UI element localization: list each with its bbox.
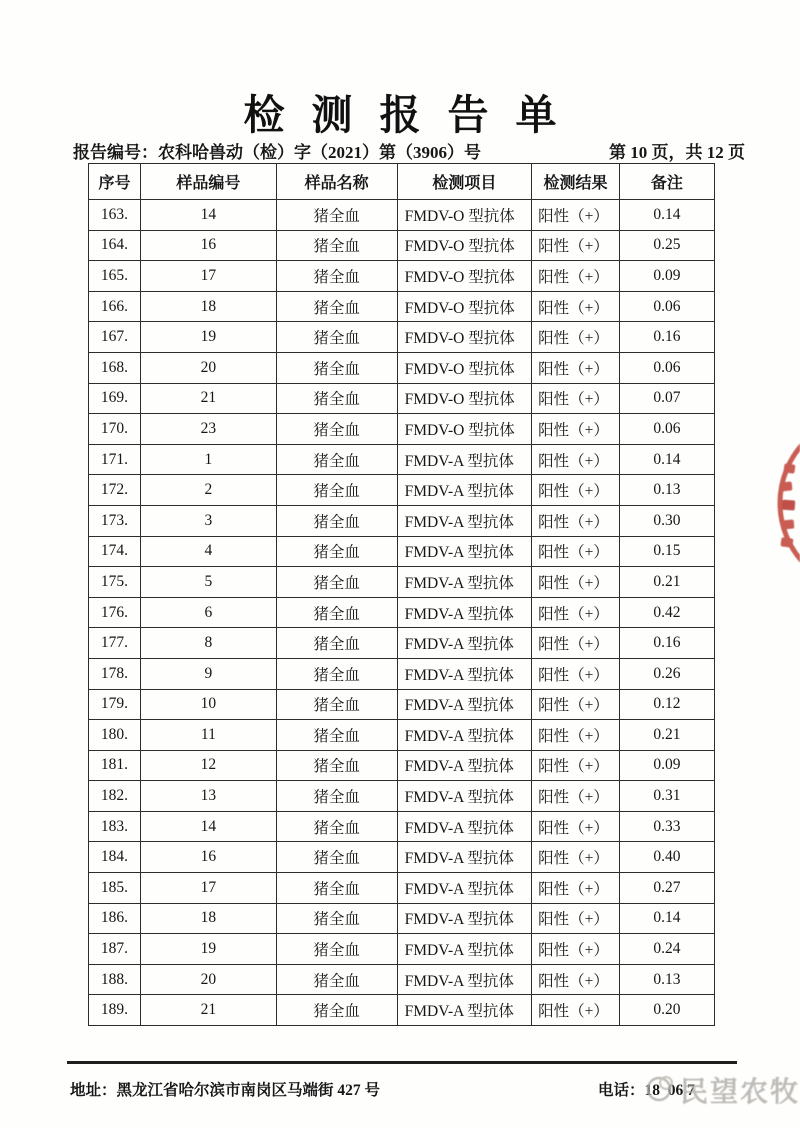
table-row: [89, 352, 715, 383]
cell-sample-no: 11: [140, 720, 276, 751]
cell-test-result: 阳性（+）: [532, 720, 620, 751]
cell-remark: 0.30: [619, 505, 714, 536]
footer-phone: [598, 1078, 695, 1100]
cell-sample-no: 23: [140, 414, 276, 445]
cell-sample-name: 猪全血: [276, 505, 397, 536]
report-meta: [73, 138, 745, 163]
cell-serial: 181.: [89, 750, 141, 781]
cell-sample-name: 猪全血: [276, 750, 397, 781]
cell-test-result: 阳性（+）: [532, 903, 620, 934]
cell-sample-no: 21: [140, 995, 276, 1026]
cell-remark: 0.09: [619, 261, 714, 292]
cell-test-result: 阳性（+）: [532, 291, 620, 322]
cell-remark: 0.25: [619, 230, 714, 261]
cell-serial: 188.: [89, 964, 141, 995]
table-row: [89, 873, 715, 904]
cell-sample-name: 猪全血: [276, 383, 397, 414]
cell-serial: 169.: [89, 383, 141, 414]
column-header: 样品编号: [140, 164, 276, 200]
table-row: [89, 628, 715, 659]
cell-remark: 0.27: [619, 873, 714, 904]
cell-sample-no: 17: [140, 873, 276, 904]
cell-test-result: 阳性（+）: [532, 628, 620, 659]
cell-remark: 0.07: [619, 383, 714, 414]
cell-serial: 174.: [89, 536, 141, 567]
cell-remark: 0.12: [619, 689, 714, 720]
table-row: [89, 505, 715, 536]
cell-sample-name: 猪全血: [276, 567, 397, 598]
cell-remark: 0.15: [619, 536, 714, 567]
table-row: [89, 230, 715, 261]
cell-test-item: FMDV-A 型抗体: [397, 842, 532, 873]
cell-serial: 180.: [89, 720, 141, 751]
cell-test-item: FMDV-A 型抗体: [397, 964, 532, 995]
table-row: [89, 261, 715, 292]
table-body: [89, 200, 715, 1026]
cell-sample-no: 18: [140, 291, 276, 322]
cell-sample-name: 猪全血: [276, 873, 397, 904]
cell-test-result: 阳性（+）: [532, 444, 620, 475]
cell-sample-no: 12: [140, 750, 276, 781]
cell-test-result: 阳性（+）: [532, 658, 620, 689]
column-header: 检测结果: [532, 164, 620, 200]
cell-remark: 0.16: [619, 322, 714, 353]
table-row: [89, 750, 715, 781]
table-row: [89, 934, 715, 965]
cell-serial: 177.: [89, 628, 141, 659]
cell-test-result: 阳性（+）: [532, 781, 620, 812]
cell-sample-no: 5: [140, 567, 276, 598]
cell-remark: 0.06: [619, 291, 714, 322]
cell-remark: 0.33: [619, 811, 714, 842]
cell-remark: 0.24: [619, 934, 714, 965]
cell-test-item: FMDV-A 型抗体: [397, 475, 532, 506]
footer-address: 地址：黑龙江省哈尔滨市南岗区马端街 427 号: [70, 1082, 381, 1099]
page-indicator: 第 10 页，共 12 页: [609, 143, 745, 162]
cell-test-item: FMDV-A 型抗体: [397, 995, 532, 1026]
cell-sample-name: 猪全血: [276, 597, 397, 628]
table-header-row: [89, 164, 715, 200]
cell-remark: 0.20: [619, 995, 714, 1026]
table-row: [89, 964, 715, 995]
cell-serial: 179.: [89, 689, 141, 720]
cell-test-result: 阳性（+）: [532, 934, 620, 965]
cell-test-item: FMDV-O 型抗体: [397, 200, 532, 231]
cell-test-item: FMDV-A 型抗体: [397, 781, 532, 812]
cell-sample-name: 猪全血: [276, 689, 397, 720]
cell-serial: 187.: [89, 934, 141, 965]
cell-serial: 186.: [89, 903, 141, 934]
table-row: [89, 597, 715, 628]
cell-test-result: 阳性（+）: [532, 995, 620, 1026]
cell-sample-name: 猪全血: [276, 261, 397, 292]
table-row: [89, 322, 715, 353]
cell-test-item: FMDV-A 型抗体: [397, 628, 532, 659]
cell-test-result: 阳性（+）: [532, 352, 620, 383]
results-table: [88, 163, 715, 1026]
cell-serial: 183.: [89, 811, 141, 842]
cell-sample-name: 猪全血: [276, 720, 397, 751]
cell-sample-name: 猪全血: [276, 414, 397, 445]
cell-serial: 170.: [89, 414, 141, 445]
cell-remark: 0.14: [619, 903, 714, 934]
cell-sample-name: 猪全血: [276, 200, 397, 231]
cell-sample-no: 16: [140, 842, 276, 873]
cell-serial: 166.: [89, 291, 141, 322]
cell-test-result: 阳性（+）: [532, 230, 620, 261]
cell-remark: 0.14: [619, 200, 714, 231]
cell-sample-no: 20: [140, 352, 276, 383]
cell-serial: 164.: [89, 230, 141, 261]
cell-sample-name: 猪全血: [276, 811, 397, 842]
table-row: [89, 383, 715, 414]
phone-label: 电话：: [598, 1082, 645, 1099]
cell-test-result: 阳性（+）: [532, 750, 620, 781]
cell-test-item: FMDV-A 型抗体: [397, 658, 532, 689]
cell-remark: 0.13: [619, 475, 714, 506]
cell-remark: 0.26: [619, 658, 714, 689]
cell-sample-name: 猪全血: [276, 444, 397, 475]
cell-remark: 0.21: [619, 567, 714, 598]
table-row: [89, 291, 715, 322]
column-header: 备注: [619, 164, 714, 200]
cell-sample-name: 猪全血: [276, 322, 397, 353]
cell-test-result: 阳性（+）: [532, 567, 620, 598]
cell-test-result: 阳性（+）: [532, 200, 620, 231]
cell-sample-name: 猪全血: [276, 352, 397, 383]
table-header-row: [89, 164, 715, 200]
cell-test-item: FMDV-A 型抗体: [397, 903, 532, 934]
cell-serial: 165.: [89, 261, 141, 292]
cell-serial: 185.: [89, 873, 141, 904]
cell-test-item: FMDV-O 型抗体: [397, 352, 532, 383]
cell-sample-no: 21: [140, 383, 276, 414]
cell-remark: 0.16: [619, 628, 714, 659]
cell-serial: 184.: [89, 842, 141, 873]
cell-serial: 171.: [89, 444, 141, 475]
red-seal-fragment: [750, 428, 800, 578]
cell-test-item: FMDV-A 型抗体: [397, 811, 532, 842]
cell-serial: 175.: [89, 567, 141, 598]
cell-sample-no: 16: [140, 230, 276, 261]
cell-sample-no: 14: [140, 811, 276, 842]
cell-test-item: FMDV-A 型抗体: [397, 750, 532, 781]
cell-test-result: 阳性（+）: [532, 322, 620, 353]
cell-sample-no: 19: [140, 934, 276, 965]
cell-test-item: FMDV-A 型抗体: [397, 597, 532, 628]
cell-test-item: FMDV-O 型抗体: [397, 261, 532, 292]
cell-test-item: FMDV-O 型抗体: [397, 414, 532, 445]
cell-serial: 182.: [89, 781, 141, 812]
cell-sample-name: 猪全血: [276, 842, 397, 873]
cell-remark: 0.42: [619, 597, 714, 628]
cell-sample-name: 猪全血: [276, 658, 397, 689]
cell-test-item: FMDV-A 型抗体: [397, 720, 532, 751]
cell-test-item: FMDV-O 型抗体: [397, 383, 532, 414]
cell-sample-no: 13: [140, 781, 276, 812]
cell-test-item: FMDV-A 型抗体: [397, 536, 532, 567]
column-header: 序号: [89, 164, 141, 200]
column-header: 检测项目: [397, 164, 532, 200]
table-row: [89, 689, 715, 720]
cell-remark: 0.06: [619, 352, 714, 383]
page-title: 检测报告单: [243, 92, 584, 138]
cell-sample-no: 6: [140, 597, 276, 628]
cell-test-result: 阳性（+）: [532, 505, 620, 536]
cell-sample-name: 猪全血: [276, 291, 397, 322]
footer-divider: [67, 1061, 737, 1064]
cell-sample-name: 猪全血: [276, 934, 397, 965]
table-row: [89, 475, 715, 506]
table-row: [89, 444, 715, 475]
watermark-text: 民望农牧: [680, 1076, 800, 1107]
cell-sample-name: 猪全血: [276, 995, 397, 1026]
cell-sample-no: 9: [140, 658, 276, 689]
cell-sample-no: 2: [140, 475, 276, 506]
cell-sample-no: 4: [140, 536, 276, 567]
cell-sample-no: 20: [140, 964, 276, 995]
cell-test-item: FMDV-A 型抗体: [397, 505, 532, 536]
cell-test-item: FMDV-A 型抗体: [397, 873, 532, 904]
cell-test-result: 阳性（+）: [532, 964, 620, 995]
cell-test-item: FMDV-A 型抗体: [397, 567, 532, 598]
cell-remark: 0.13: [619, 964, 714, 995]
cell-serial: 167.: [89, 322, 141, 353]
cell-serial: 173.: [89, 505, 141, 536]
report-number: 报告编号：农科哈兽动（检）字（2021）第（3906）号: [73, 143, 481, 162]
cell-test-result: 阳性（+）: [532, 383, 620, 414]
cell-serial: 176.: [89, 597, 141, 628]
cell-sample-no: 19: [140, 322, 276, 353]
cell-test-item: FMDV-O 型抗体: [397, 322, 532, 353]
phone-value: 18 06 7: [644, 1082, 695, 1099]
cell-remark: 0.40: [619, 842, 714, 873]
cell-sample-name: 猪全血: [276, 536, 397, 567]
table-row: [89, 567, 715, 598]
cell-sample-name: 猪全血: [276, 628, 397, 659]
cell-sample-name: 猪全血: [276, 903, 397, 934]
table-row: [89, 842, 715, 873]
cell-remark: 0.21: [619, 720, 714, 751]
cell-sample-no: 18: [140, 903, 276, 934]
column-header: 样品名称: [276, 164, 397, 200]
table-row: [89, 536, 715, 567]
cell-sample-no: 3: [140, 505, 276, 536]
cell-sample-name: 猪全血: [276, 964, 397, 995]
cell-sample-name: 猪全血: [276, 475, 397, 506]
cell-remark: 0.14: [619, 444, 714, 475]
cell-sample-no: 17: [140, 261, 276, 292]
cell-sample-name: 猪全血: [276, 781, 397, 812]
cell-test-result: 阳性（+）: [532, 842, 620, 873]
cell-sample-no: 10: [140, 689, 276, 720]
cell-serial: 172.: [89, 475, 141, 506]
table-row: [89, 414, 715, 445]
cell-test-item: FMDV-A 型抗体: [397, 444, 532, 475]
table-row: [89, 658, 715, 689]
cell-serial: 163.: [89, 200, 141, 231]
cell-remark: 0.06: [619, 414, 714, 445]
cell-test-result: 阳性（+）: [532, 597, 620, 628]
cell-sample-no: 14: [140, 200, 276, 231]
table-row: [89, 811, 715, 842]
cell-test-result: 阳性（+）: [532, 261, 620, 292]
cell-remark: 0.31: [619, 781, 714, 812]
cell-test-item: FMDV-O 型抗体: [397, 230, 532, 261]
cell-sample-name: 猪全血: [276, 230, 397, 261]
cell-remark: 0.09: [619, 750, 714, 781]
table-row: [89, 200, 715, 231]
cell-serial: 178.: [89, 658, 141, 689]
cell-test-result: 阳性（+）: [532, 414, 620, 445]
table-row: [89, 720, 715, 751]
cell-test-result: 阳性（+）: [532, 689, 620, 720]
cell-serial: 168.: [89, 352, 141, 383]
cell-test-result: 阳性（+）: [532, 873, 620, 904]
cell-test-result: 阳性（+）: [532, 811, 620, 842]
cell-test-item: FMDV-A 型抗体: [397, 689, 532, 720]
table-row: [89, 995, 715, 1026]
cell-sample-no: 1: [140, 444, 276, 475]
cell-sample-no: 8: [140, 628, 276, 659]
table-row: [89, 781, 715, 812]
cell-test-result: 阳性（+）: [532, 475, 620, 506]
table-row: [89, 903, 715, 934]
cell-test-item: FMDV-O 型抗体: [397, 291, 532, 322]
cell-test-item: FMDV-A 型抗体: [397, 934, 532, 965]
cell-test-result: 阳性（+）: [532, 536, 620, 567]
cell-serial: 189.: [89, 995, 141, 1026]
